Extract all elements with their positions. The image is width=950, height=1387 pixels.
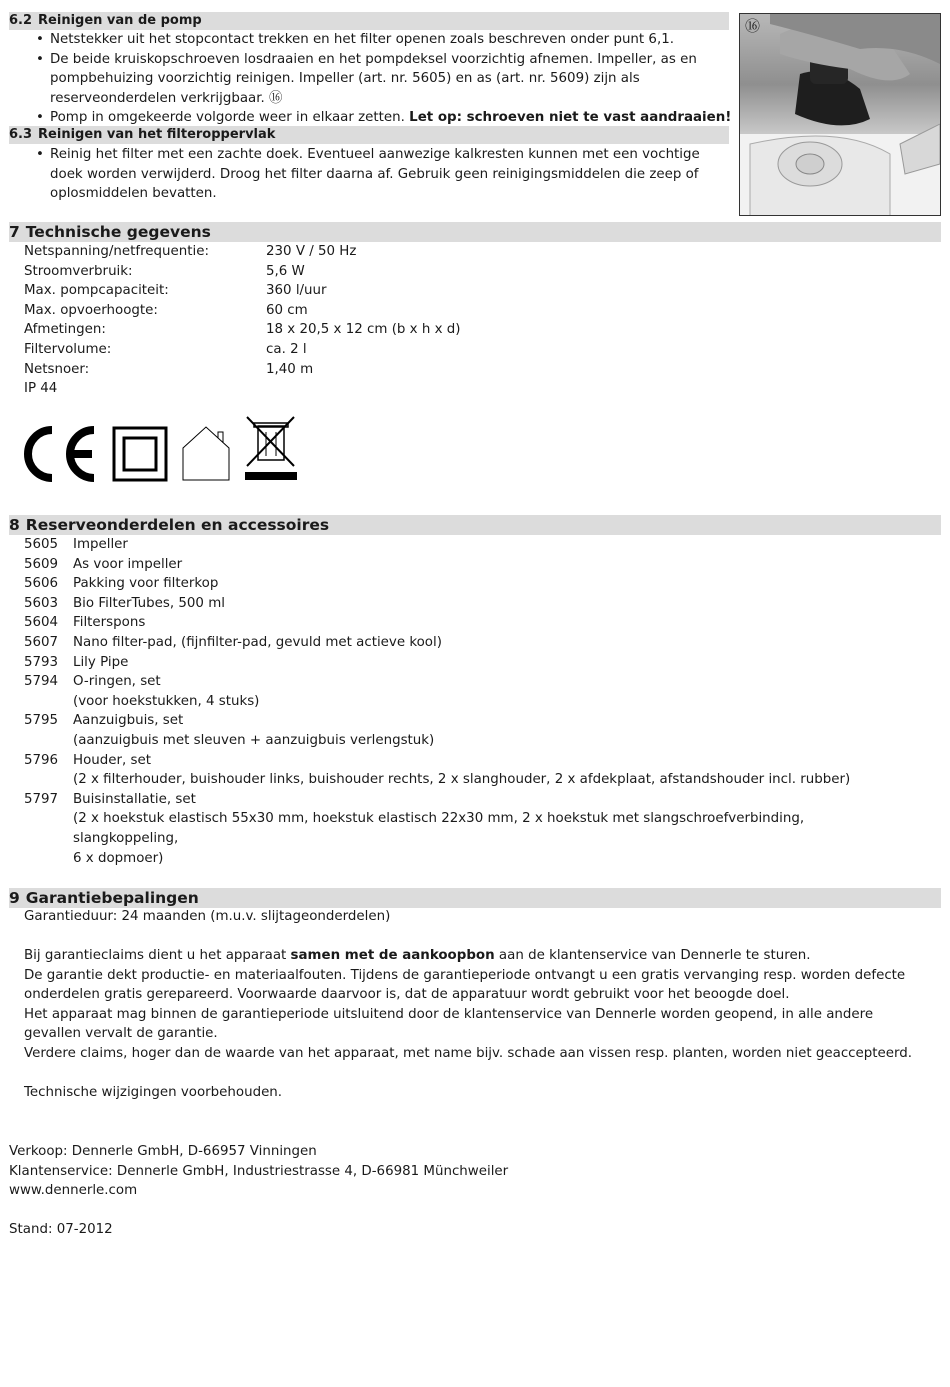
- warning-text: Let op: schroeven niet te vast aandraaien!: [409, 110, 732, 126]
- part-description: Nano filter-pad, (fijnfilter-pad, gevuld met actieve kool): [73, 634, 442, 650]
- sales-address: Verkoop: Dennerle GmbH, D-66957 Vinningen: [9, 1144, 317, 1159]
- revision-date: Stand: 07-2012: [9, 1222, 113, 1237]
- warranty-paragraph: Het apparaat mag binnen de garantieperiode uitsluitend door de klantenservice van Dennerle worden geopend, in alle andere gevallen vervalt de garantie.: [24, 1006, 874, 1042]
- spec-label: Afmetingen:: [24, 322, 106, 338]
- part-description: Aanzuigbuis, set (aanzuigbuis met sleuven + aanzuigbuis verlengstuk): [73, 713, 435, 748]
- section-number: 6.3: [9, 127, 33, 142]
- part-row: [24, 555, 893, 575]
- part-row: [24, 653, 893, 673]
- section-7-header: [9, 222, 941, 242]
- section-number: 7: [9, 223, 20, 241]
- part-description: As voor impeller: [73, 556, 183, 572]
- spec-value: 18 x 20,5 x 12 cm (b x h x d): [266, 322, 461, 338]
- section-title: Garantiebepalingen: [25, 889, 199, 907]
- list-item: • Reinig het filter met een zachte doek. Eventueel aanwezige kalkresten kunnen met een vochtige doek worden verwijderd. Droog het filter daarna af. Gebruik geen reinigingsmiddelen die zeep of oplosmiddelen bevatten.: [24, 145, 734, 204]
- footer-contact: [9, 1142, 508, 1201]
- spec-row: [24, 262, 461, 282]
- part-number: 5606: [24, 576, 59, 592]
- ce-mark-icon: [22, 426, 100, 482]
- spec-label: Max. pompcapaciteit:: [24, 283, 169, 299]
- spec-label: Stroomverbruik:: [24, 263, 133, 279]
- part-number: 5605: [24, 537, 59, 552]
- certification-logos: [22, 412, 298, 482]
- warranty-claim: [24, 946, 934, 966]
- part-description: Filterspons: [73, 615, 146, 631]
- part-row: [24, 633, 893, 653]
- spec-value: ca. 2 l: [266, 341, 307, 357]
- photo-illustration: [740, 14, 941, 216]
- section-8-header: [9, 515, 941, 535]
- spec-row: [24, 320, 461, 340]
- spec-row: [24, 360, 461, 380]
- section-title: Reserveonderdelen en accessoires: [25, 516, 330, 534]
- spec-value: 60 cm: [266, 302, 308, 318]
- spec-value: 230 V / 50 Hz: [266, 244, 357, 259]
- part-number: 5609: [24, 556, 59, 572]
- spec-label: Max. opvoerhoogte:: [24, 302, 158, 318]
- spec-value: 360 l/uur: [266, 283, 327, 299]
- list-item: • Netstekker uit het stopcontact trekken en het filter openen zoals beschreven onder punt 6,1.: [24, 30, 734, 50]
- part-description: Pakking voor filterkop: [73, 576, 219, 592]
- section-6-3-list: [24, 145, 734, 204]
- spec-row: [24, 281, 461, 301]
- part-description: Impeller: [73, 537, 128, 552]
- spec-value: 5,6 W: [266, 263, 305, 279]
- claim-text: Bij garantieclaims dient u het apparaat: [24, 948, 291, 963]
- part-row: [24, 574, 893, 594]
- part-number: 5794: [24, 674, 59, 690]
- warranty-duration: Garantieduur: 24 maanden (m.u.v. slijtageonderdelen): [24, 909, 391, 924]
- part-row: [24, 672, 893, 711]
- spec-table: [24, 242, 461, 399]
- part-description: Buisinstallatie, set (2 x hoekstuk elastisch 55x30 mm, hoekstuk elastisch 22x30 mm, 2 x hoekstuk met slangschroefverbinding, slangkoppeling, 6 x dopmoer): [73, 791, 805, 866]
- section-title: Reinigen van het filteroppervlak: [38, 127, 276, 142]
- part-description: Houder, set (2 x filterhouder, buishouder links, buishouder rechts, 2 x slanghouder, 2 x afdekplaat, afstandshouder incl. rubber): [73, 752, 851, 788]
- list-item: • De beide kruiskopschroeven losdraaien en het pompdeksel voorzichtig afnemen. Impeller, as en pompbehuizing voorzichtig reinigen. Impeller (art. nr. 5605) en as (art. nr. 5609) zijn als reserveonderdelen verkrijgbaar. ⑯: [24, 50, 734, 109]
- spec-label: Filtervolume:: [24, 341, 112, 357]
- part-row: [24, 613, 893, 633]
- section-title: Reinigen van de pomp: [38, 13, 202, 28]
- spec-row: [24, 242, 461, 262]
- part-number: 5603: [24, 595, 59, 611]
- section-6-2-header: [9, 12, 729, 30]
- spec-value: 1,40 m: [266, 361, 314, 377]
- part-row: [24, 711, 893, 750]
- part-description: O-ringen, set (voor hoekstukken, 4 stuks): [73, 674, 260, 709]
- part-number: 5797: [24, 791, 59, 807]
- weee-bin-icon: [244, 414, 298, 482]
- website-link[interactable]: www.dennerle.com: [9, 1183, 138, 1199]
- claim-text: aan de klantenservice van Dennerle te sturen.: [494, 948, 811, 963]
- part-row: [24, 594, 893, 614]
- spec-label: Netsnoer:: [24, 361, 90, 377]
- spec-label: IP 44: [24, 381, 58, 397]
- spec-label: Netspanning/netfrequentie:: [24, 244, 209, 259]
- service-address: Klantenservice: Dennerle GmbH, Industriestrasse 4, D-66981 Münchweiler: [9, 1163, 509, 1179]
- part-number: 5795: [24, 713, 59, 729]
- indoor-use-icon: [180, 424, 232, 482]
- parts-list: [24, 535, 893, 868]
- double-insulation-icon: [112, 426, 168, 482]
- section-number: 9: [9, 889, 20, 907]
- section-9-header: [9, 888, 941, 908]
- spec-row: [24, 340, 461, 360]
- section-title: Technische gegevens: [25, 223, 211, 241]
- pump-impeller-photo: [739, 13, 941, 216]
- part-row: [24, 790, 893, 868]
- warranty-text: [24, 946, 934, 1064]
- part-number: 5796: [24, 752, 59, 768]
- section-number: 6.2: [9, 13, 33, 28]
- claim-bold-text: samen met de aankoopbon: [290, 948, 495, 963]
- part-number: 5604: [24, 615, 59, 631]
- spec-row: [24, 301, 461, 321]
- section-number: 8: [9, 516, 20, 534]
- part-number: 5793: [24, 654, 59, 670]
- part-description: Lily Pipe: [73, 654, 129, 670]
- part-description: Bio FilterTubes, 500 ml: [73, 595, 225, 611]
- technical-note: Technische wijzigingen voorbehouden.: [24, 1085, 283, 1100]
- section-6-3-header: [9, 126, 729, 144]
- section-6-2-list: [24, 30, 734, 128]
- part-number: 5607: [24, 634, 59, 650]
- part-row: [24, 535, 893, 555]
- warranty-paragraph: De garantie dekt productie- en materiaalfouten. Tijdens de garantieperiode ontvangt u een gratis vervanging resp. worden defecte onderdelen gratis gerepareerd. Voorwaarde daarvoor is, dat de apparatuur wordt gebruikt voor het beoogde doel.: [24, 967, 906, 1003]
- warranty-paragraph: Verdere claims, hoger dan de waarde van het apparaat, met name bijv. schade aan vissen resp. planten, worden niet geaccepteerd.: [24, 1045, 913, 1061]
- part-row: [24, 751, 893, 790]
- spec-row: [24, 379, 461, 399]
- figure-number: ⑯: [745, 17, 761, 35]
- item-text: Pomp in omgekeerde volgorde weer in elkaar zetten.: [50, 110, 410, 126]
